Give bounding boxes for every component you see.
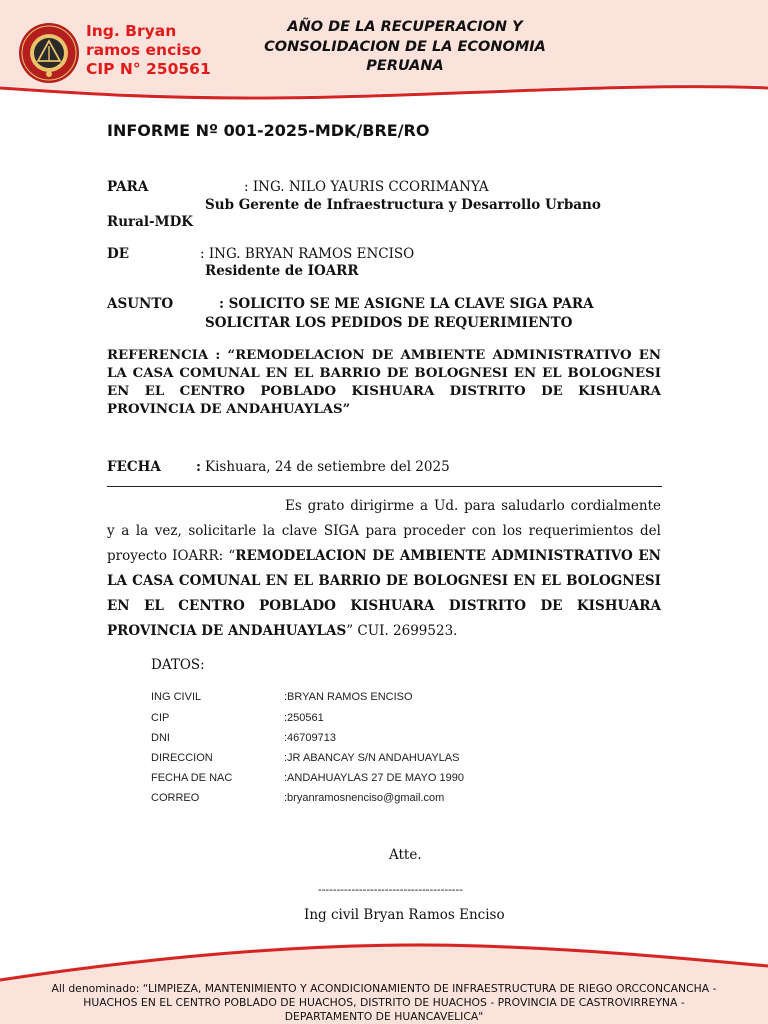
header-name-line: Ing. Bryan <box>86 22 177 40</box>
datos-key: DIRECCION <box>151 752 213 764</box>
de-role: Residente de IOARR <box>205 263 359 279</box>
datos-value: :250561 <box>284 712 324 724</box>
motto-line: AÑO DE LA RECUPERACION Y <box>287 19 523 35</box>
para-label: PARA <box>107 179 149 195</box>
closing-atte: Atte. <box>389 847 422 863</box>
para-role: Sub Gerente de Infraestructura y Desarrollo Urbano <box>205 197 601 213</box>
header-year-motto <box>240 18 570 77</box>
signature-name: Ing civil Bryan Ramos Enciso <box>304 907 505 923</box>
report-title: INFORME Nº 001-2025-MDK/BRE/RO <box>107 121 430 140</box>
footer-project-text: All denominado: “LIMPIEZA, MANTENIMIENTO Y ACONDICIONAMIENTO DE INFRAESTRUCTURA DE RIEGO ORCCONCANCHA - HUACHOS EN EL CENTRO POBLADO DE HUACHOS, DISTRITO DE HUACHOS - PROVINCIA DE CASTROVIRREYNA - DEPARTAMENTO DE HUANCAVELICA" <box>51 982 717 1023</box>
datos-key: FECHA DE NAC <box>151 772 233 784</box>
body-paragraph <box>107 494 661 644</box>
body-project-name: REMODELACION DE AMBIENTE ADMINISTRATIVO EN LA CASA COMUNAL EN EL BARRIO DE BOLOGNESI EN EL BOLOGNESI EN EL CENTRO POBLADO KISHUARA DISTRITO DE KISHUARA PROVINCIA DE ANDAHUAYLAS <box>107 548 662 639</box>
fecha-colon: : <box>196 459 201 475</box>
asunto-line: SOLICITAR LOS PEDIDOS DE REQUERIMIENTO <box>205 315 573 331</box>
asunto-label: ASUNTO <box>107 296 174 312</box>
fecha-value: Kishuara, 24 de setiembre del 2025 <box>205 459 450 475</box>
de-value: : ING. BRYAN RAMOS ENCISO <box>200 246 415 262</box>
datos-key: DNI <box>151 732 170 744</box>
fecha-label: FECHA <box>107 459 161 475</box>
header-cip-line: CIP N° 250561 <box>86 60 211 78</box>
referencia-block: REFERENCIA : “REMODELACION DE AMBIENTE ADMINISTRATIVO EN LA CASA COMUNAL EN EL BARRIO DE BOLOGNESI EN EL BOLOGNESI EN EL CENTRO POBLADO KISHUARA DISTRITO DE KISHUARA PROVINCIA DE ANDAHUAYLAS” <box>107 348 661 417</box>
datos-value: :46709713 <box>284 732 336 744</box>
divider-line <box>107 486 662 487</box>
datos-value: :BRYAN RAMOS ENCISO <box>284 691 413 703</box>
motto-line: CONSOLIDACION DE LA ECONOMIA <box>264 38 546 55</box>
body-intro: Es grato dirigirme a Ud. para saludarlo cordialmente y a la vez, solicitarle la clave SIGA para proceder con los requerimientos del proyecto IOARR: “ <box>107 498 661 564</box>
datos-value: :JR ABANCAY S/N ANDAHUAYLAS <box>284 752 460 764</box>
datos-key: ING CIVIL <box>151 691 202 703</box>
para-value: : ING. NILO YAURIS CCORIMANYA <box>244 179 489 195</box>
datos-title: DATOS: <box>151 657 205 673</box>
datos-value: :ANDAHUAYLAS 27 DE MAYO 1990 <box>284 772 464 784</box>
header-name-line: ramos enciso <box>86 41 202 59</box>
signature-line: --------------------------------------- <box>318 883 463 896</box>
para-role-continued: Rural-MDK <box>107 214 194 230</box>
engineering-seal-logo <box>18 22 80 84</box>
de-label: DE <box>107 246 129 262</box>
body-closing: ” CUI. 2699523. <box>346 623 458 639</box>
asunto-line: : SOLICITO SE ME ASIGNE LA CLAVE SIGA PARA <box>219 296 594 312</box>
header-engineer-name <box>86 22 211 79</box>
datos-key: CORREO <box>151 792 200 804</box>
motto-line: PERUANA <box>366 58 444 74</box>
datos-key: CIP <box>151 712 170 724</box>
datos-value: :bryanramosnenciso@gmail.com <box>284 792 445 804</box>
